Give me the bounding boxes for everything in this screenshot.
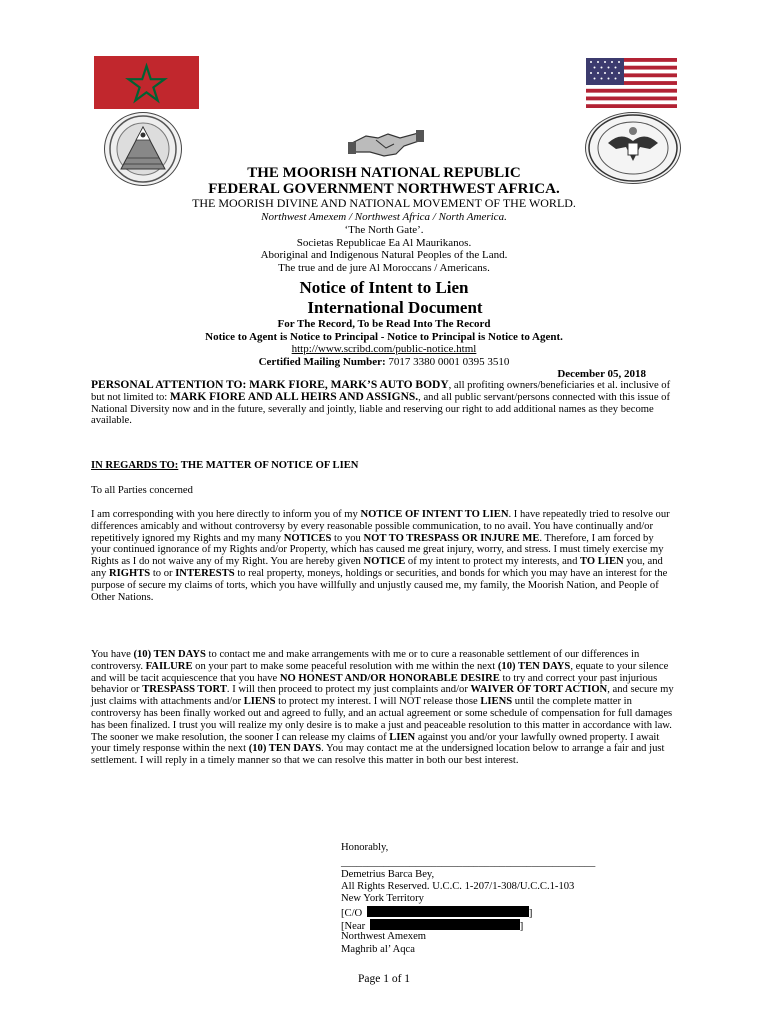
p1-bold: NOTICE OF INTENT TO LIEN — [360, 509, 509, 520]
p2-bold: LIENS — [243, 696, 276, 708]
p1-bold: INTERESTS — [175, 567, 235, 579]
redaction-bar — [370, 919, 520, 930]
aboriginal-line: Aboriginal and Indigenous Natural Peoples of the Land. — [260, 249, 508, 261]
redaction-bar — [367, 906, 529, 917]
near-close: ] — [519, 921, 524, 932]
p2-bold: TRESPASS TORT — [142, 684, 227, 696]
us-flag-image — [586, 58, 677, 108]
p2-text: , and secure my just claims with attachments and/or — [91, 684, 674, 708]
handshake-image — [348, 126, 424, 160]
dejure-line: The true and de jure Al Moroccans / Americans. — [278, 262, 490, 274]
p2-bold: (10) TEN DAYS — [497, 660, 571, 672]
signer-name: Demetrius Barca Bey, — [341, 869, 435, 880]
p1-text: I am corresponding with you here directly to inform you of my — [91, 509, 361, 520]
mailing-label: Certified Mailing Number: — [258, 356, 386, 368]
societas-line: Societas Republicae Ea Al Maurikanos. — [296, 237, 472, 249]
regards-label: IN REGARDS TO: — [91, 460, 179, 471]
p2-bold: LIEN — [389, 731, 416, 743]
p1-text: of my intent to protect my interests, and — [405, 556, 581, 568]
near-label: [Near — [341, 921, 366, 932]
regards-line — [91, 460, 675, 472]
letter-date: December 05, 2018 — [557, 368, 646, 380]
p2-bold: NO HONEST AND/OR HONORABLE DESIRE — [279, 672, 500, 684]
territory: New York Territory — [341, 893, 424, 904]
public-notice-link[interactable]: http://www.scribd.com/public-notice.html — [291, 343, 477, 355]
p1-bold: NOTICE — [363, 556, 406, 568]
attention-label: PERSONAL ATTENTION TO: MARK FIORE, MARK’S AUTO BODY — [91, 379, 449, 391]
signature-line: ________________________________________________ — [341, 857, 596, 868]
p2-bold: WAIVER OF TORT ACTION — [470, 684, 608, 696]
mailing-line — [0, 356, 768, 368]
p1-text: . I have repeatedly tried to resolve our differences amicably and without controversy by every reasonable possible communication, to no avail. You have continually and/or repetitively ignored my Rights and my many — [91, 509, 670, 544]
morocco-flag-image — [94, 56, 199, 109]
intent-paragraph — [91, 509, 675, 603]
amexem-line: Northwest Amexem — [341, 931, 427, 942]
p1-text: you, and any — [91, 556, 663, 579]
closing: Honorably, — [341, 842, 389, 853]
p2-text: , equate to your silence and will be tacit acquiescence that you have — [91, 660, 669, 684]
page-number: Page 1 of 1 — [357, 973, 411, 985]
p2-text: to contact me and make arrangements with me or to cure a reasonable settlement of our differences in controversy. — [91, 649, 640, 672]
p1-text: to real property, moneys, holdings or securities, and bonds for which you may have an interest for the purpose of secure my claims of torts, which you have willfully and unjustly caused me, my family, the Moorish Nation, and People of Other Nations. — [91, 567, 668, 603]
gate-line: ‘The North Gate’. — [344, 224, 424, 236]
maghrib-line: Maghrib al’ Aqca — [341, 944, 415, 955]
p1-text: to you — [331, 532, 364, 544]
region-line: Northwest Amexem / Northwest Africa / North America. — [261, 211, 507, 223]
care-of-label: [C/O — [341, 908, 363, 919]
movement-heading: THE MOORISH DIVINE AND NATIONAL MOVEMENT OF THE WORLD. — [192, 196, 576, 210]
p1-bold: NOTICES — [283, 532, 332, 544]
p2-text: to try and correct your past injurious behavior or — [91, 672, 658, 696]
p2-text: on your part to make some peaceful resolution with me within the next — [192, 660, 498, 672]
p1-bold: TO LIEN — [580, 556, 624, 568]
record-line: For The Record, To be Read Into The Record — [277, 318, 491, 330]
p1-text: to or — [150, 567, 176, 579]
notice-title: Notice of Intent to Lien — [299, 278, 469, 297]
p2-text: You have — [91, 649, 134, 660]
attention-text-1: , all profiting owners/beneficiaries et al. inclusive of but not limited to: — [91, 380, 671, 403]
heirs-label: MARK FIORE AND ALL HEIRS AND ASSIGNS. — [169, 390, 419, 403]
p2-bold: (10) TEN DAYS — [133, 649, 206, 660]
republic-heading: THE MOORISH NATIONAL REPUBLIC — [247, 165, 521, 181]
ten-days-paragraph — [91, 649, 675, 767]
federal-heading: FEDERAL GOVERNMENT NORTHWEST AFRICA. — [208, 181, 560, 197]
agent-line: Notice to Agent is Notice to Principal - Notice to Principal is Notice to Agent. — [205, 331, 563, 343]
p2-text: . You may contact me at the undersigned location below to arrange a fair and just settlement. I will reply in a timely manner so that we can resolve this matter in both our best interest. — [91, 743, 665, 767]
mailing-number: 7017 3380 0001 0395 3510 — [385, 356, 510, 368]
care-of-close: ] — [528, 908, 533, 919]
p2-text: to protect my interest. I will NOT release those — [275, 696, 481, 708]
attention-paragraph — [91, 380, 675, 427]
p2-text: against you and/or your lawfully owned property. I await your timely response within the next — [91, 731, 660, 755]
p1-bold: RIGHTS — [108, 567, 151, 579]
salutation: To all Parties concerned — [91, 485, 193, 496]
regards-text: THE MATTER OF NOTICE OF LIEN — [178, 460, 359, 471]
p1-bold: NOT TO TRESPASS OR INJURE ME — [363, 532, 540, 544]
international-title: International Document — [307, 298, 483, 317]
rights-reserved: All Rights Reserved. U.C.C. 1-207/1-308/U.C.C.1-103 — [341, 881, 575, 892]
green-star-icon — [94, 56, 199, 109]
p2-bold: (10) TEN DAYS — [248, 743, 322, 755]
attention-text-2: , and all public servant/persons connected with this issue of National Diversity now and in the future, severally and jointly, liable and reserving our right to add additional names as they become available. — [91, 391, 670, 427]
p2-bold: LIENS — [480, 696, 513, 708]
p2-bold: FAILURE — [145, 660, 193, 672]
p2-text: until the complete matter in controversy has been finally worked out and agreed to fully, and an actual agreement or some schedule of compensation for full damages has been finalized. I trust you will realize my only desire is to make a just and peaceable resolution to this matter in accordance with law. The sooner we make resolution, the sooner I can release my claims of — [91, 696, 673, 743]
p2-text: . I will then proceed to protect my just complaints and/or — [226, 684, 471, 696]
p1-text: . Therefore, I am forced by your continued ignorance of my Rights and/or Property, which has caused me great injury, worry, and stress. I must timely exercise my Rights as I do not waive any of my Right. You are hereby given — [91, 532, 664, 568]
